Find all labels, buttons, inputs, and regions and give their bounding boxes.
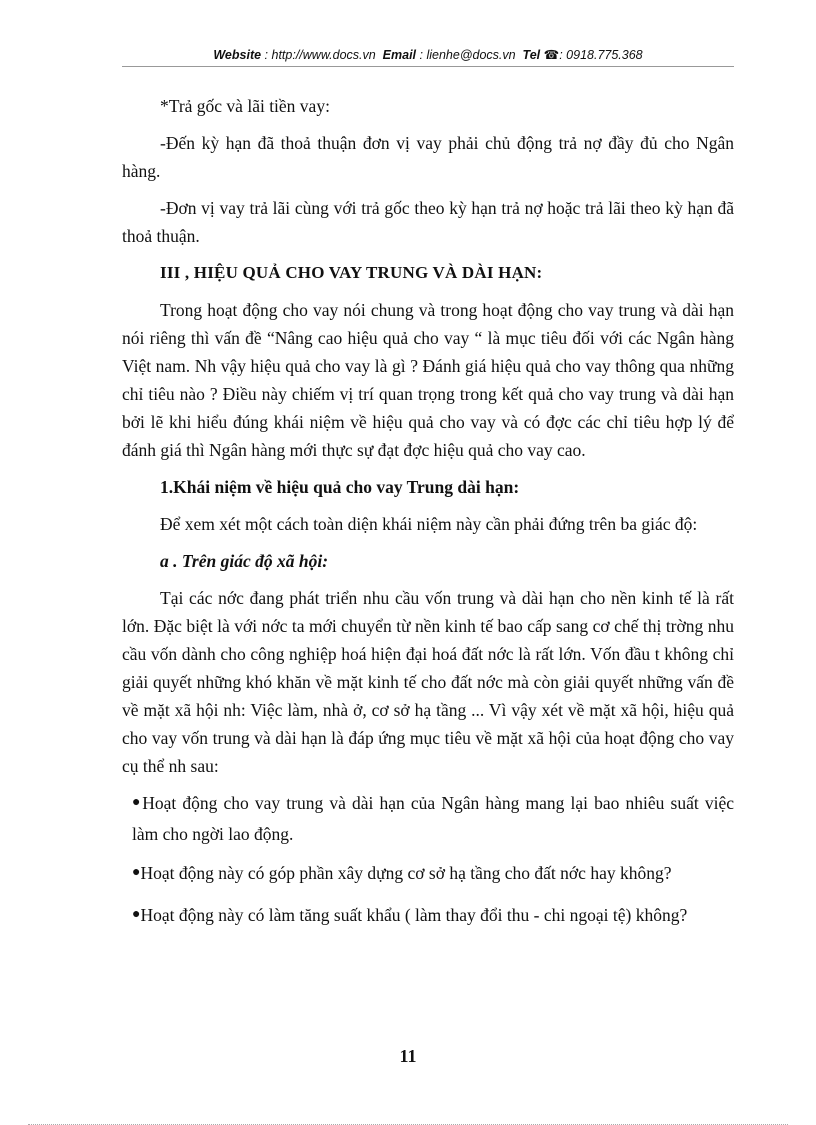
website-label: Website <box>213 48 262 62</box>
bullet-text: Hoạt động này có góp phần xây dựng cơ sở hạ tầng cho đất nớc hay không? <box>140 863 672 883</box>
website-value: : http://www.docs.vn <box>264 48 376 62</box>
page-header <box>122 47 734 62</box>
tel-label: Tel <box>522 48 541 62</box>
bullet-item <box>122 901 734 932</box>
paragraph-repayment-title: *Trả gốc và lãi tiền vay: <box>160 96 330 116</box>
paragraph-efficiency-intro: Trong hoạt động cho vay nói chung và trong hoạt động cho vay trung và dài hạn nói riêng thì vấn đề “Nâng cao hiệu quả cho vay “ là mục tiêu đối với các Ngân hàng Việt nam. Nh vậy hiệu quả cho vay là gì ? Đánh giá hiệu quả cho vay thông qua những chỉ tiêu nào ? Điều này chiếm vị trí quan trọng trong kết quả cho vay trung và dài hạn bởi lẽ khi hiểu đúng khái niệm về hiệu quả cho vay và có đợc các chỉ tiêu hợp lý để đánh giá thì Ngân hàng mới thực sự đạt đợc hiệu quả cho vay cao. <box>122 300 734 460</box>
subheading-social: a . Trên giác độ xã hội: <box>160 551 329 571</box>
paragraph-repayment-due: -Đến kỳ hạn đã thoả thuận đơn vị vay phải chủ động trả nợ đầy đủ cho Ngân hàng. <box>122 133 734 181</box>
tel-value: : 0918.775.368 <box>559 48 643 62</box>
paragraph-repayment-interest: -Đơn vị vay trả lãi cùng với trả gốc theo kỳ hạn trả nợ hoặc trả lãi theo kỳ hạn đã thoả thuận. <box>122 198 734 246</box>
bullet-text: Hoạt động cho vay trung và dài hạn của Ngân hàng mang lại bao nhiêu suất việc làm cho ngời lao động. <box>132 793 734 844</box>
header-divider <box>122 66 734 67</box>
document-body <box>122 92 734 943</box>
bullet-text: Hoạt động này có làm tăng suất khẩu ( làm thay đổi thu - chi ngoại tệ) không? <box>140 905 688 925</box>
bullet-item <box>122 789 734 848</box>
section-heading: III , HIỆU QUẢ CHO VAY TRUNG VÀ DÀI HẠN: <box>160 263 543 282</box>
bullet-item <box>122 859 734 890</box>
paragraph-perspectives: Để xem xét một cách toàn diện khái niệm này cần phải đứng trên ba giác độ: <box>160 514 698 534</box>
bullet-icon: ● <box>132 907 141 922</box>
email-value: : lienhe@docs.vn <box>419 48 516 62</box>
bullet-icon: ● <box>132 865 141 880</box>
paragraph-social: Tại các nớc đang phát triển nhu cầu vốn trung và dài hạn cho nền kinh tế là rất lớn. Đặc biệt là với nớc ta mới chuyển từ nền kinh tế bao cấp sang cơ chế thị trờng nhu cầu vốn dành cho công nghiệp hoá hiện đại hoá đất nớc là rất lớn. Vốn đầu t không chỉ giải quyết những khó khăn về mặt kinh tế cho đất nớc mà còn giải quyết những vấn đề về mặt xã hội nh: Việc làm, nhà ở, cơ sở hạ tầng ... Vì vậy xét về mặt xã hội, hiệu quả cho vay vốn trung và dài hạn là đáp ứng mục tiêu về mặt xã hội của hoạt động cho vay cụ thể nh sau: <box>122 588 734 776</box>
phone-icon: ☎ <box>543 48 560 62</box>
bullet-icon: ● <box>132 795 143 810</box>
subheading-concept: 1.Khái niệm về hiệu quả cho vay Trung dài hạn: <box>160 477 520 497</box>
page-number: 11 <box>399 1046 417 1066</box>
email-label: Email <box>382 48 417 62</box>
